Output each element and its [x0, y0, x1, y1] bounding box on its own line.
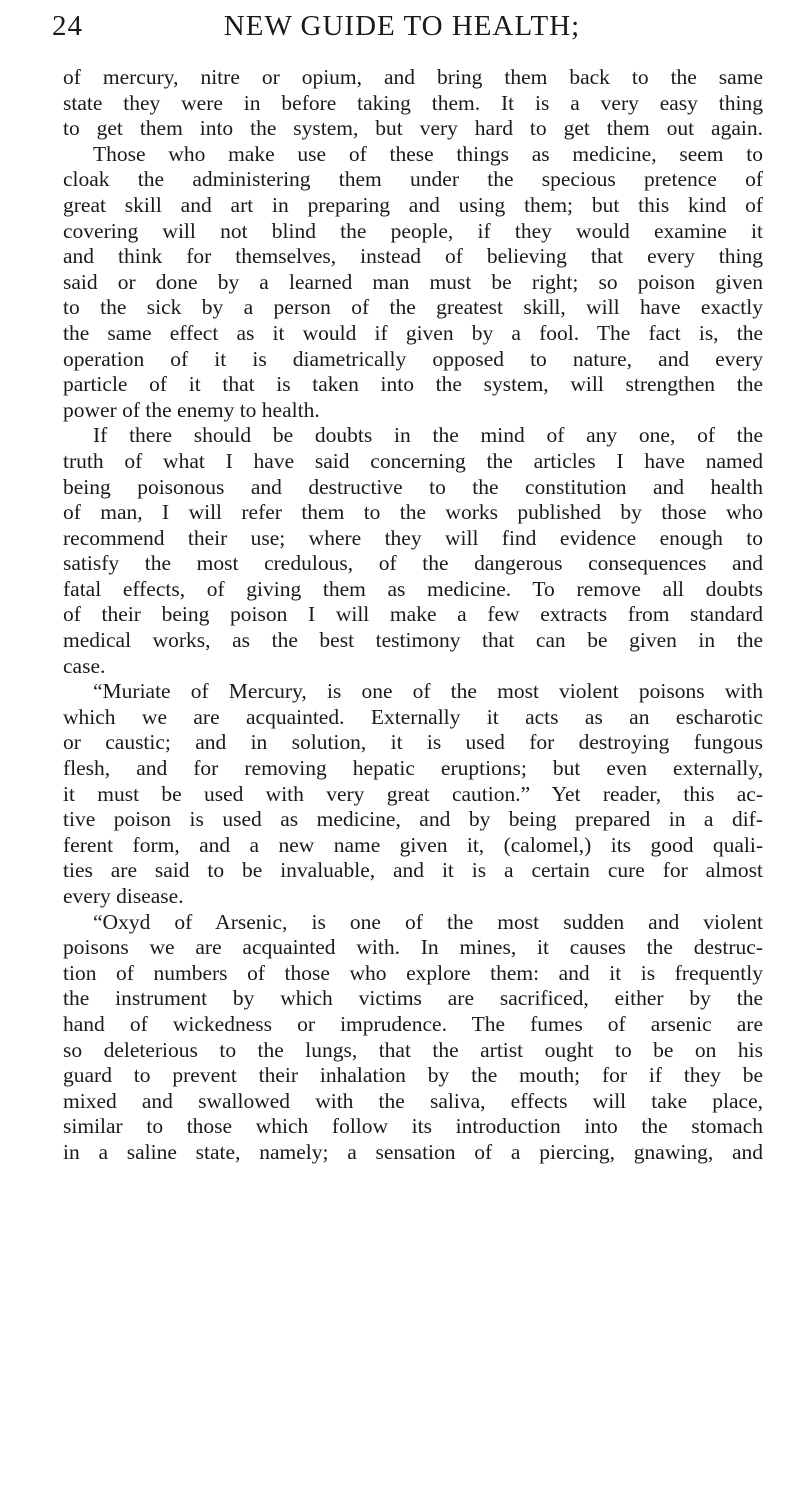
text-line: ties are said to be invaluable, and it is a certain cure for almost	[63, 858, 763, 883]
text-line: recommend their use; where they will find evidence enough to	[63, 525, 763, 550]
page-header	[52, 10, 752, 50]
text-line: case.	[63, 653, 106, 678]
text-line: which we are acquainted. Externally it acts as an escharotic	[63, 704, 763, 729]
text-line: “Oxyd of Arsenic, is one of the most sudden and violent	[93, 909, 763, 934]
text-line: tive poison is used as medicine, and by being prepared in a dif-	[63, 807, 763, 832]
running-head: NEW GUIDE TO HEALTH;	[223, 10, 581, 42]
text-line: of their being poison I will make a few extracts from standard	[63, 602, 763, 627]
text-line: mixed and swallowed with the saliva, effects will take place,	[63, 1088, 763, 1113]
text-line: of mercury, nitre or opium, and bring them back to the same	[63, 65, 763, 89]
text-line: similar to those which follow its introduction into the stomach	[63, 1114, 763, 1139]
text-line: the same effect as it would if given by a fool. The fact is, the	[63, 320, 763, 345]
text-line: power of the enemy to health.	[63, 397, 320, 422]
body-text	[63, 65, 763, 1166]
text-line: to the sick by a person of the greatest skill, will have exactly	[63, 295, 763, 320]
text-line: and think for themselves, instead of believing that every thing	[63, 244, 763, 269]
text-line: “Muriate of Mercury, is one of the most violent poisons with	[93, 679, 763, 704]
text-line: ferent form, and a new name given it, (calomel,) its good quali-	[63, 832, 763, 857]
text-line: operation of it is diametrically opposed to nature, and every	[63, 346, 763, 371]
text-line: cloak the administering them under the specious pretence of	[63, 167, 763, 192]
text-line: fatal effects, of giving them as medicine. To remove all doubts	[63, 576, 763, 601]
text-line: of man, I will refer them to the works published by those who	[63, 500, 763, 525]
text-line: satisfy the most credulous, of the dangerous consequences and	[63, 551, 763, 576]
text-line: every disease.	[63, 884, 184, 908]
text-line: being poisonous and destructive to the constitution and health	[63, 474, 763, 499]
text-line: so deleterious to the lungs, that the artist ought to be on his	[63, 1037, 763, 1062]
text-line: tion of numbers of those who explore them: and it is frequently	[63, 960, 763, 985]
text-line: flesh, and for removing hepatic eruptions; but even externally,	[63, 756, 763, 781]
text-line: the instrument by which victims are sacrificed, either by the	[63, 986, 763, 1011]
text-line: medical works, as the best testimony that can be given in the	[63, 628, 763, 653]
text-line: guard to prevent their inhalation by the mouth; for if they be	[63, 1063, 763, 1088]
text-line: state they were in before taking them. It is a very easy thing	[63, 90, 763, 115]
text-line: particle of it that is taken into the system, will strengthen the	[63, 372, 763, 397]
page-number: 24	[52, 10, 83, 42]
text-line: hand of wickedness or imprudence. The fumes of arsenic are	[63, 1011, 763, 1036]
text-line: it must be used with very great caution.” Yet reader, this ac-	[63, 781, 763, 806]
text-line: in a saline state, namely; a sensation of a piercing, gnawing, and	[63, 1139, 763, 1164]
text-line: said or done by a learned man must be right; so poison given	[63, 269, 763, 294]
text-line: great skill and art in preparing and using them; but this kind of	[63, 192, 763, 217]
text-line: poisons we are acquainted with. In mines, it causes the destruc-	[63, 935, 763, 960]
text-line: or caustic; and in solution, it is used for destroying fungous	[63, 730, 763, 755]
text-line: covering will not blind the people, if they would examine it	[63, 218, 763, 243]
text-line: to get them into the system, but very hard to get them out again.	[63, 116, 763, 141]
text-line: Those who make use of these things as medicine, seem to	[93, 141, 763, 166]
text-line: truth of what I have said concerning the articles I have named	[63, 448, 763, 473]
text-line: If there should be doubts in the mind of any one, of the	[93, 423, 763, 448]
